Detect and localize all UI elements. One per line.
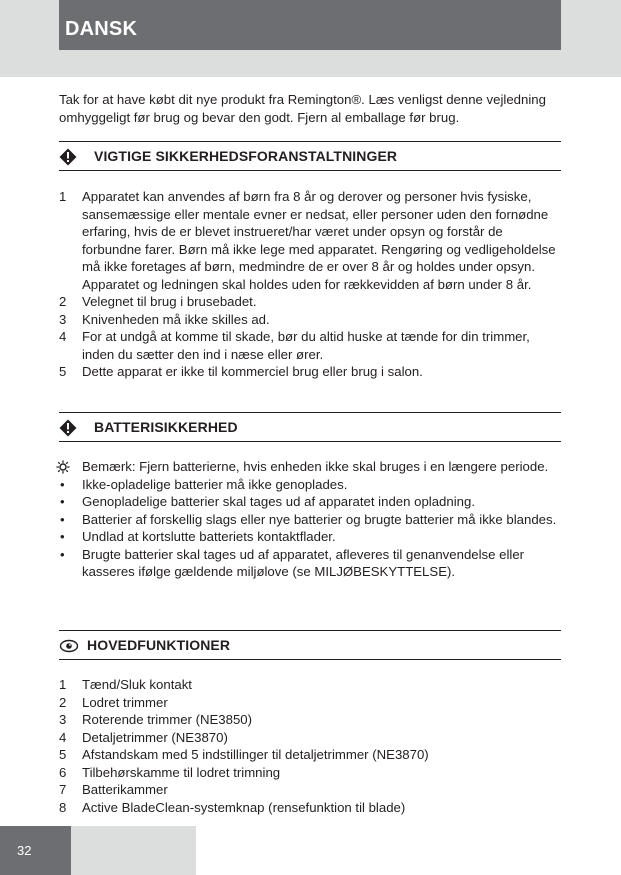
eye-icon xyxy=(59,637,79,655)
item-number: 5 xyxy=(59,364,67,379)
battery-list xyxy=(59,458,564,581)
footer-strip xyxy=(71,826,196,875)
item-text: Detaljetrimmer (NE3870) xyxy=(82,729,228,745)
note-item xyxy=(59,458,564,476)
list-item xyxy=(59,746,564,764)
list-item xyxy=(59,188,564,293)
item-text: Ikke-opladelige batterier må ikke genoplades. xyxy=(82,476,348,492)
bullet: • xyxy=(60,546,65,562)
bullet: • xyxy=(60,529,65,544)
item-text: Brugte batterier skal tages ud af apparatet, afleveres til genanvendelse eller kasseres ifølge gældende miljølove (se MILJØBESKYTTELSE). xyxy=(82,546,525,579)
page-number-box xyxy=(0,826,71,875)
item-number: 3 xyxy=(59,712,67,727)
list-item xyxy=(59,293,564,311)
intro-paragraph: Tak for at have købt dit nye produkt fra Remington®. Læs venligst denne vejledning omhyggeligt før brug og bevar den godt. Fjern al emballage før brug. xyxy=(59,92,546,125)
note-sun-icon xyxy=(56,460,70,474)
item-text: For at undgå at komme til skade, bør du altid huske at tænde for din trimmer, inden du sætter den ind i næse eller ører. xyxy=(82,329,530,362)
item-number: 6 xyxy=(59,764,67,780)
features-section-header xyxy=(59,630,561,660)
item-text: Afstandskam med 5 indstillinger til detaljetrimmer (NE3870) xyxy=(82,747,429,762)
item-number: 3 xyxy=(59,311,67,327)
list-item xyxy=(59,476,564,494)
item-text: Tilbehørskamme til lodret trimning xyxy=(82,764,281,780)
warning-icon xyxy=(59,148,77,166)
list-item xyxy=(59,311,564,329)
page-number: 32 xyxy=(17,843,32,858)
item-text: Genopladelige batterier skal tages ud af apparatet inden opladning. xyxy=(82,494,475,509)
list-item xyxy=(59,676,564,694)
item-number: 2 xyxy=(59,294,67,309)
list-item xyxy=(59,546,564,581)
list-item xyxy=(59,511,564,529)
item-number: 4 xyxy=(59,329,67,344)
item-number: 2 xyxy=(59,694,67,710)
item-text: Active BladeClean-systemknap (rensefunktion til blade) xyxy=(82,799,406,815)
bullet: • xyxy=(60,476,65,492)
item-number: 8 xyxy=(59,799,67,815)
item-number: 7 xyxy=(59,782,67,797)
note-text: Bemærk: Fjern batterierne, hvis enheden ikke skal bruges i en længere periode. xyxy=(82,459,549,474)
item-number: 5 xyxy=(59,747,67,762)
features-list xyxy=(59,676,564,816)
item-text: Dette apparat er ikke til kommerciel brug eller brug i salon. xyxy=(82,364,423,379)
item-text: Apparatet kan anvendes af børn fra 8 år og derover og personer hvis fysiske, sansemæssige eller mentale evner er nedsat, eller personer uden den fornødne erfaring, hvis de er blevet instrueret/har været under opsyn og forstår de forbundne farer. Børn må ikke lege med apparatet. Rengøring og vedligeholdelse må ikke foretages af børn, medmindre de er over 8 år og holdes under opsyn. Apparatet og ledningen skal holdes uden for rækkevidden af børn under 8 år. xyxy=(82,189,556,292)
item-text: Velegnet til brug i brusebadet. xyxy=(82,294,257,309)
battery-title: BATTERISIKKERHED xyxy=(94,419,238,435)
safety-section-header xyxy=(59,141,561,171)
list-item xyxy=(59,694,564,712)
features-title: HOVEDFUNKTIONER xyxy=(87,637,231,653)
item-number: 1 xyxy=(59,677,67,692)
list-item xyxy=(59,493,564,511)
list-item xyxy=(59,363,564,381)
list-item xyxy=(59,528,564,546)
item-number: 4 xyxy=(59,729,67,745)
list-item xyxy=(59,711,564,729)
item-text: Knivenheden må ikke skilles ad. xyxy=(82,311,270,327)
item-text: Batterier af forskellig slags eller nye batterier og brugte batterier må ikke blandes. xyxy=(82,511,557,527)
safety-list xyxy=(59,188,564,381)
language-title: DANSK xyxy=(65,18,138,40)
item-text: Lodret trimmer xyxy=(82,694,168,710)
item-text: Batterikammer xyxy=(82,782,168,797)
item-text: Undlad at kortslutte batteriets kontaktflader. xyxy=(82,529,336,544)
warning-icon xyxy=(59,419,77,437)
item-number: 1 xyxy=(59,189,67,204)
bullet: • xyxy=(60,511,65,527)
list-item xyxy=(59,764,564,782)
list-item xyxy=(59,328,564,363)
item-text: Roterende trimmer (NE3850) xyxy=(82,712,253,727)
item-text: Tænd/Sluk kontakt xyxy=(82,677,192,692)
list-item xyxy=(59,729,564,747)
bullet: • xyxy=(60,494,65,509)
list-item xyxy=(59,799,564,817)
battery-section-header xyxy=(59,412,561,442)
list-item xyxy=(59,781,564,799)
safety-title: VIGTIGE SIKKERHEDSFORANSTALTNINGER xyxy=(94,148,398,164)
